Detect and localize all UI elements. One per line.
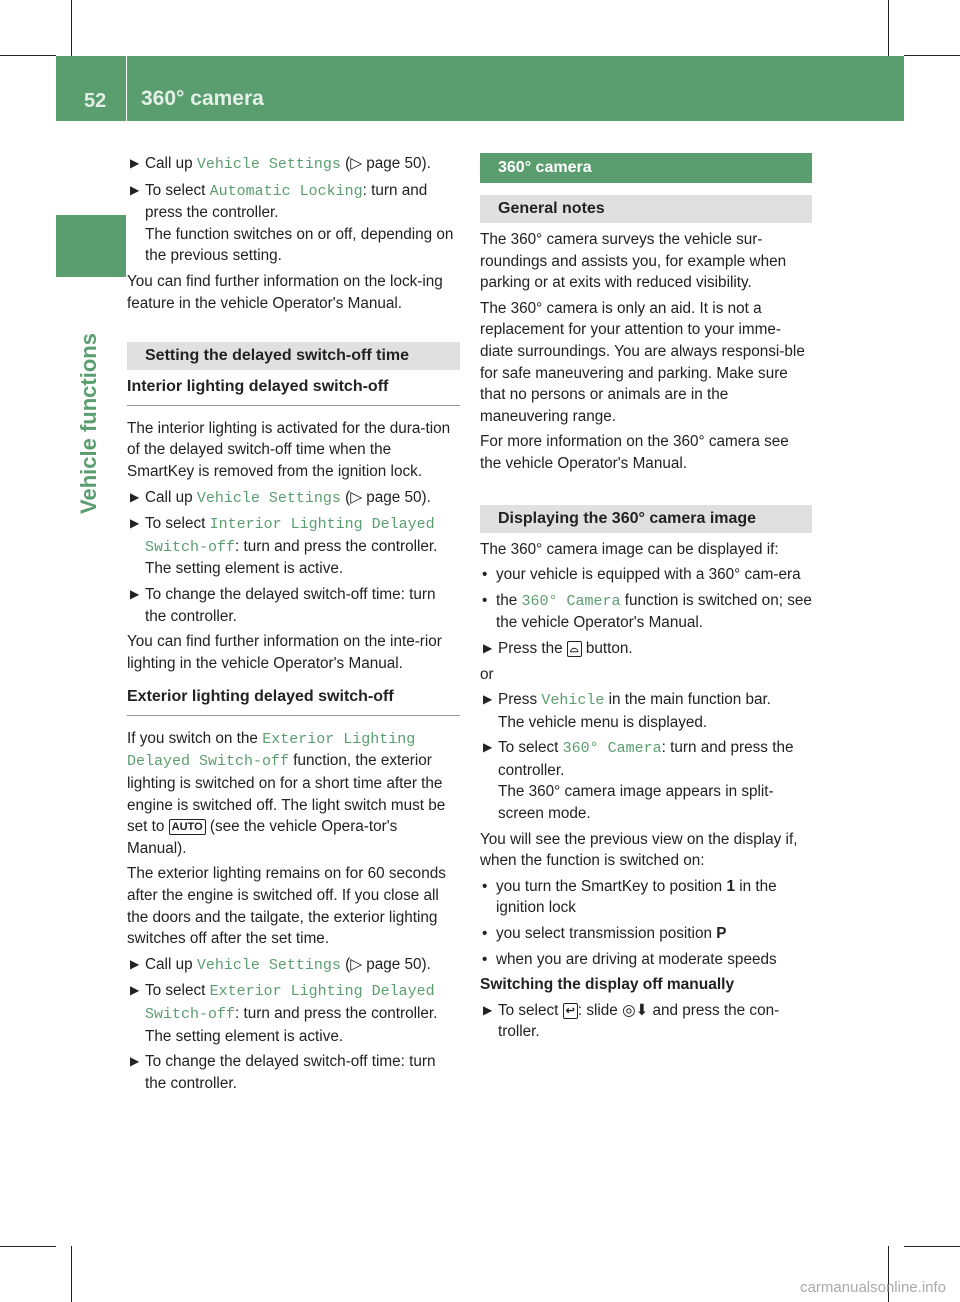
- crop-mark: [888, 0, 889, 56]
- section-heading: General notes: [480, 195, 812, 223]
- menu-item-ref: Exterior Lighting Delayed Switch-off: [127, 730, 416, 771]
- menu-item-ref: Interior Lighting Delayed Switch-off: [145, 516, 435, 556]
- step-result: The 360° camera image appears in split-screen mode.: [498, 783, 774, 823]
- page-section-title: 360° camera: [480, 153, 812, 183]
- page-ref: (▷ page 50).: [345, 155, 431, 172]
- page-ref: (▷ page 50).: [345, 955, 431, 973]
- paragraph: The 360° camera is only an aid. It is not a replacement for your attention to your imme-diate surroundings. You are always responsi-ble for safe maneuvering and parking. Make sure that no persons or animals are in the maneuvering range.: [480, 299, 805, 425]
- controller-icon: ◎⬇: [622, 1001, 649, 1019]
- arrow-icon: ▶: [130, 489, 140, 504]
- paragraph: For more information on the 360° camera see the vehicle Operator's Manual.: [480, 433, 789, 472]
- arrow-icon: ▶: [483, 740, 493, 755]
- step-result: The vehicle menu is displayed.: [498, 713, 708, 731]
- bullet-icon: •: [482, 925, 488, 943]
- step-result: The function switches on or off, depending on the previous setting.: [145, 225, 454, 265]
- step: ▶ To select Interior Lighting Delayed Switch-off: turn and press the controller. The setting element is active.: [130, 515, 438, 578]
- step: ▶ To select Automatic Locking: turn and press the controller. The function switches on or off, depending on the previous setting.: [130, 181, 454, 265]
- left-column: [127, 153, 460, 1098]
- bullet-item: • you select transmission position P: [480, 923, 812, 945]
- arrow-icon: ▶: [483, 692, 493, 707]
- subsection-heading: Exterior lighting delayed switch-off: [127, 686, 460, 716]
- back-icon: ↩: [563, 1003, 578, 1019]
- paragraph: The exterior lighting remains on for 60 seconds after the engine is switched off. If you close all the doors and the tailgate, the exterior lighting switches off after the set time.: [127, 865, 446, 948]
- crop-mark: [904, 55, 960, 56]
- menu-item-ref: Vehicle Settings: [196, 156, 341, 173]
- side-tab-block: [56, 215, 126, 277]
- section-heading: Displaying the 360° camera image: [480, 505, 812, 533]
- crop-mark: [71, 1246, 72, 1302]
- step: ▶ Call up Vehicle Settings (▷ page 50).: [130, 155, 431, 173]
- step: ▶ Press Vehicle in the main function bar. The vehicle menu is displayed.: [483, 691, 772, 731]
- chapter-title: 360° camera: [141, 87, 264, 110]
- menu-item-ref: 360° Camera: [521, 592, 621, 610]
- page-number: 52: [84, 90, 107, 112]
- menu-item-ref: Exterior Lighting Delayed Switch-off: [145, 983, 435, 1023]
- paragraph: The 360° camera surveys the vehicle sur-roundings and assists you, for example when parking or at exits with reduced visibility.: [480, 231, 787, 292]
- or-label: or: [480, 665, 494, 683]
- step: ▶ Press the ⌓ button.: [480, 638, 812, 660]
- step: ▶ To select 360° Camera: turn and press the controller. The 360° camera image appears in split-screen mode.: [483, 739, 794, 823]
- paragraph: You will see the previous view on the display if, when the function is switched on:: [480, 830, 798, 870]
- arrow-icon: ▶: [483, 640, 493, 655]
- menu-item-ref: 360° Camera: [562, 740, 662, 758]
- menu-item-ref: Vehicle: [541, 692, 605, 710]
- step-result: The setting element is active.: [145, 560, 344, 578]
- arrow-icon: ▶: [483, 1002, 493, 1017]
- arrow-icon: ▶: [130, 156, 140, 170]
- bullet-icon: •: [482, 566, 488, 584]
- car-icon: ⌓: [567, 641, 582, 657]
- arrow-icon: ▶: [130, 1054, 140, 1069]
- bullet-item: • the 360° Camera function is switched on; see the vehicle Operator's Manual.: [482, 591, 812, 632]
- arrow-icon: ▶: [130, 586, 140, 601]
- step-result: The setting element is active.: [145, 1027, 344, 1045]
- crop-mark: [71, 0, 72, 56]
- bullet-icon: •: [482, 877, 488, 895]
- bullet-icon: •: [482, 591, 488, 609]
- paragraph: You can find further information on the lock-ing feature in the vehicle Operator's Manual.: [127, 272, 443, 312]
- step: ▶ To change the delayed switch-off time: turn the controller.: [130, 585, 436, 625]
- header-divider: [126, 56, 127, 121]
- arrow-icon: ▶: [130, 956, 140, 971]
- menu-item-ref: Automatic Locking: [209, 182, 363, 200]
- menu-item-ref: Vehicle Settings: [196, 489, 341, 507]
- paragraph: The interior lighting is activated for the dura-tion of the delayed switch-off time when the SmartKey is removed from the ignition lock.: [127, 419, 451, 480]
- step: ▶ To select ↩ : slide ◎⬇ and press the con-troller.: [483, 1001, 780, 1041]
- crop-mark: [904, 1246, 960, 1247]
- section-heading: Setting the delayed switch-off time: [127, 342, 460, 370]
- crop-mark: [0, 55, 56, 56]
- menu-item-ref: Vehicle Settings: [196, 956, 341, 974]
- crop-mark: [0, 1246, 56, 1247]
- step: ▶ Call up Vehicle Settings (▷ page 50).: [130, 955, 431, 974]
- bullet-icon: •: [482, 950, 488, 968]
- subsection-heading: Interior lighting delayed switch-off: [127, 376, 460, 406]
- arrow-icon: ▶: [130, 182, 140, 197]
- step: ▶ To change the delayed switch-off time: turn the controller.: [130, 1053, 436, 1092]
- paragraph: The 360° camera image can be displayed if:: [480, 540, 779, 558]
- section-label: Vehicle functions: [76, 333, 101, 514]
- arrow-icon: ▶: [130, 516, 140, 531]
- bullet-item: • you turn the SmartKey to position 1 in the ignition lock: [482, 877, 777, 917]
- auto-icon: AUTO: [169, 819, 206, 835]
- paragraph: If you switch on the Exterior Lighting Delayed Switch-off function, the exterior lighting is switched on for a short time after the engine is switched off. The light switch must be set to AUTO (see the vehicle Opera-tor's Manual).: [127, 729, 446, 857]
- subsection-heading: Switching the display off manually: [480, 976, 735, 994]
- step: ▶ Call up Vehicle Settings (▷ page 50).: [130, 488, 431, 507]
- bullet-item: • when you are driving at moderate speeds: [480, 949, 812, 971]
- bullet-item: • your vehicle is equipped with a 360° cam-era: [480, 564, 812, 586]
- watermark: carmanualsonline.info: [800, 1279, 946, 1296]
- paragraph: You can find further information on the inte-rior lighting in the vehicle Operator's Manual.: [127, 633, 442, 672]
- step: ▶ To select Exterior Lighting Delayed Switch-off: turn and press the controller. The setting element is active.: [130, 982, 438, 1045]
- arrow-icon: ▶: [130, 983, 140, 998]
- page-ref: (▷ page 50).: [345, 488, 431, 506]
- right-column: [480, 153, 812, 1047]
